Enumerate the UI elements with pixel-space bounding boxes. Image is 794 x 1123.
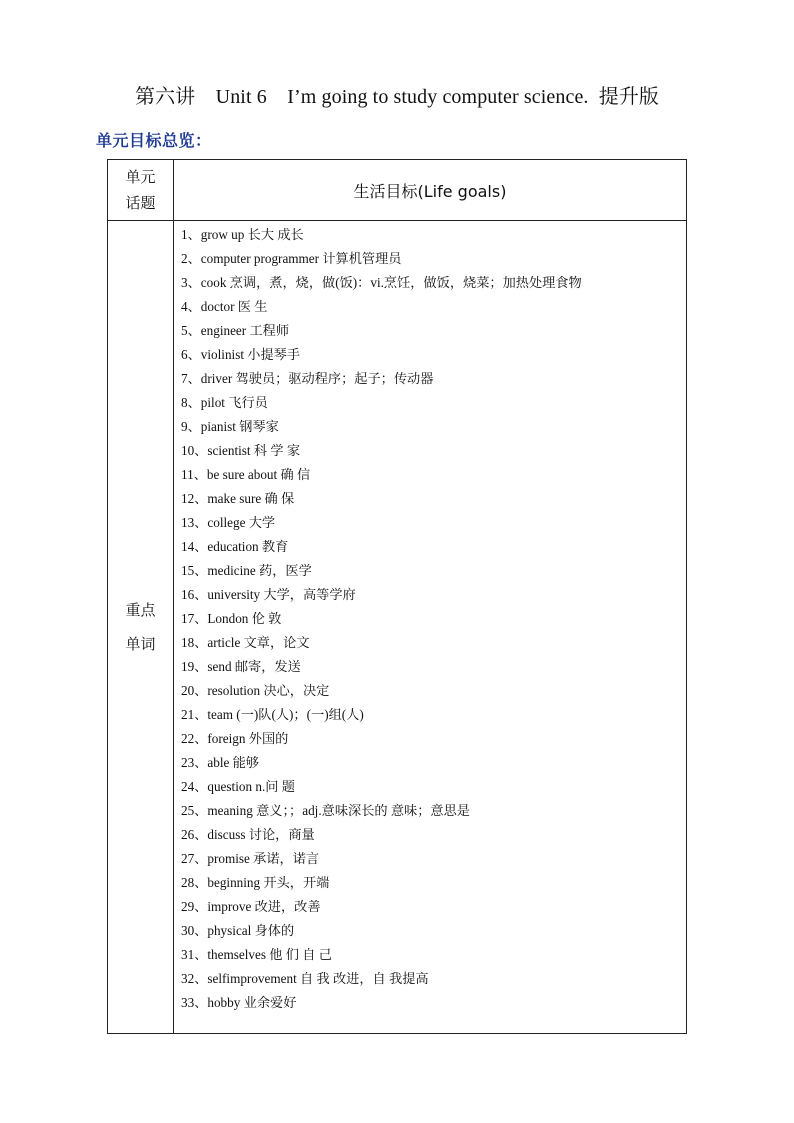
list-item: 23、able 能够: [181, 755, 260, 770]
page-title: 第六讲 Unit 6 I’m going to study computer science. 提升版: [134, 86, 660, 108]
header-cell-topic: [108, 160, 174, 221]
header-topic-line2: 话题: [125, 194, 156, 212]
list-item: 33、hobby 业余爱好: [181, 995, 297, 1010]
unit-goals-table: [107, 159, 687, 1034]
list-item: 27、promise 承诺，诺言: [181, 851, 320, 866]
row-label-line1: 重点: [125, 601, 156, 619]
list-item: 25、meaning 意义；；adj.意味深长的 意味；意思是: [181, 803, 470, 818]
list-item: 2、computer programmer 计算机管理员: [181, 251, 402, 266]
list-item: 9、pianist 钢琴家: [181, 419, 279, 434]
row-label-key-words: [108, 221, 174, 1034]
list-item: 24、question n.问 题: [181, 779, 295, 794]
header-topic-line1: 单元: [125, 168, 156, 186]
list-item: 17、London 伦 敦: [181, 611, 282, 626]
row-label-line2: 单词: [125, 635, 156, 653]
list-item: 14、education 教育: [181, 539, 289, 554]
list-item: 26、discuss 讨论，商量: [181, 827, 315, 842]
list-item: 7、driver 驾驶员；驱动程序；起子；传动器: [181, 371, 434, 386]
list-item: 32、selfimprovement 自 我 改进，自 我提高: [181, 971, 429, 986]
section-heading: 单元目标总览：: [96, 131, 212, 150]
list-item: 3、cook 烹调，煮，烧，做(饭)：vi.烹饪，做饭，烧菜；加热处理食物: [181, 275, 582, 290]
list-item: 28、beginning 开头，开端: [181, 875, 330, 890]
word-list: [181, 223, 676, 1015]
table-header-row: [108, 160, 687, 221]
list-item: 22、foreign 外国的: [181, 731, 289, 746]
list-item: 31、themselves 他 们 自 己: [181, 947, 332, 962]
list-item: 4、doctor 医 生: [181, 299, 268, 314]
list-item: 15、medicine 药，医学: [181, 563, 312, 578]
list-item: 6、violinist 小提琴手: [181, 347, 301, 362]
list-item: 13、college 大学: [181, 515, 276, 530]
list-item: 18、article 文章，论文: [181, 635, 310, 650]
list-item: 21、team (一)队(人)；(一)组(人): [181, 707, 364, 722]
list-item: 12、make sure 确 保: [181, 491, 295, 506]
table-body-row: [108, 221, 687, 1034]
word-list-cell: [174, 221, 687, 1034]
list-item: 5、engineer 工程师: [181, 323, 290, 338]
list-item: 1、grow up 长大 成长: [181, 227, 304, 242]
header-cell-life-goals: 生活目标(Life goals): [174, 160, 687, 221]
list-item: 30、physical 身体的: [181, 923, 295, 938]
list-item: 20、resolution 决心，决定: [181, 683, 330, 698]
list-item: 8、pilot 飞行员: [181, 395, 268, 410]
list-item: 19、send 邮寄，发送: [181, 659, 301, 674]
list-item: 11、be sure about 确 信: [181, 467, 311, 482]
list-item: 10、scientist 科 学 家: [181, 443, 301, 458]
list-item: 16、university 大学，高等学府: [181, 587, 356, 602]
list-item: 29、improve 改进，改善: [181, 899, 321, 914]
